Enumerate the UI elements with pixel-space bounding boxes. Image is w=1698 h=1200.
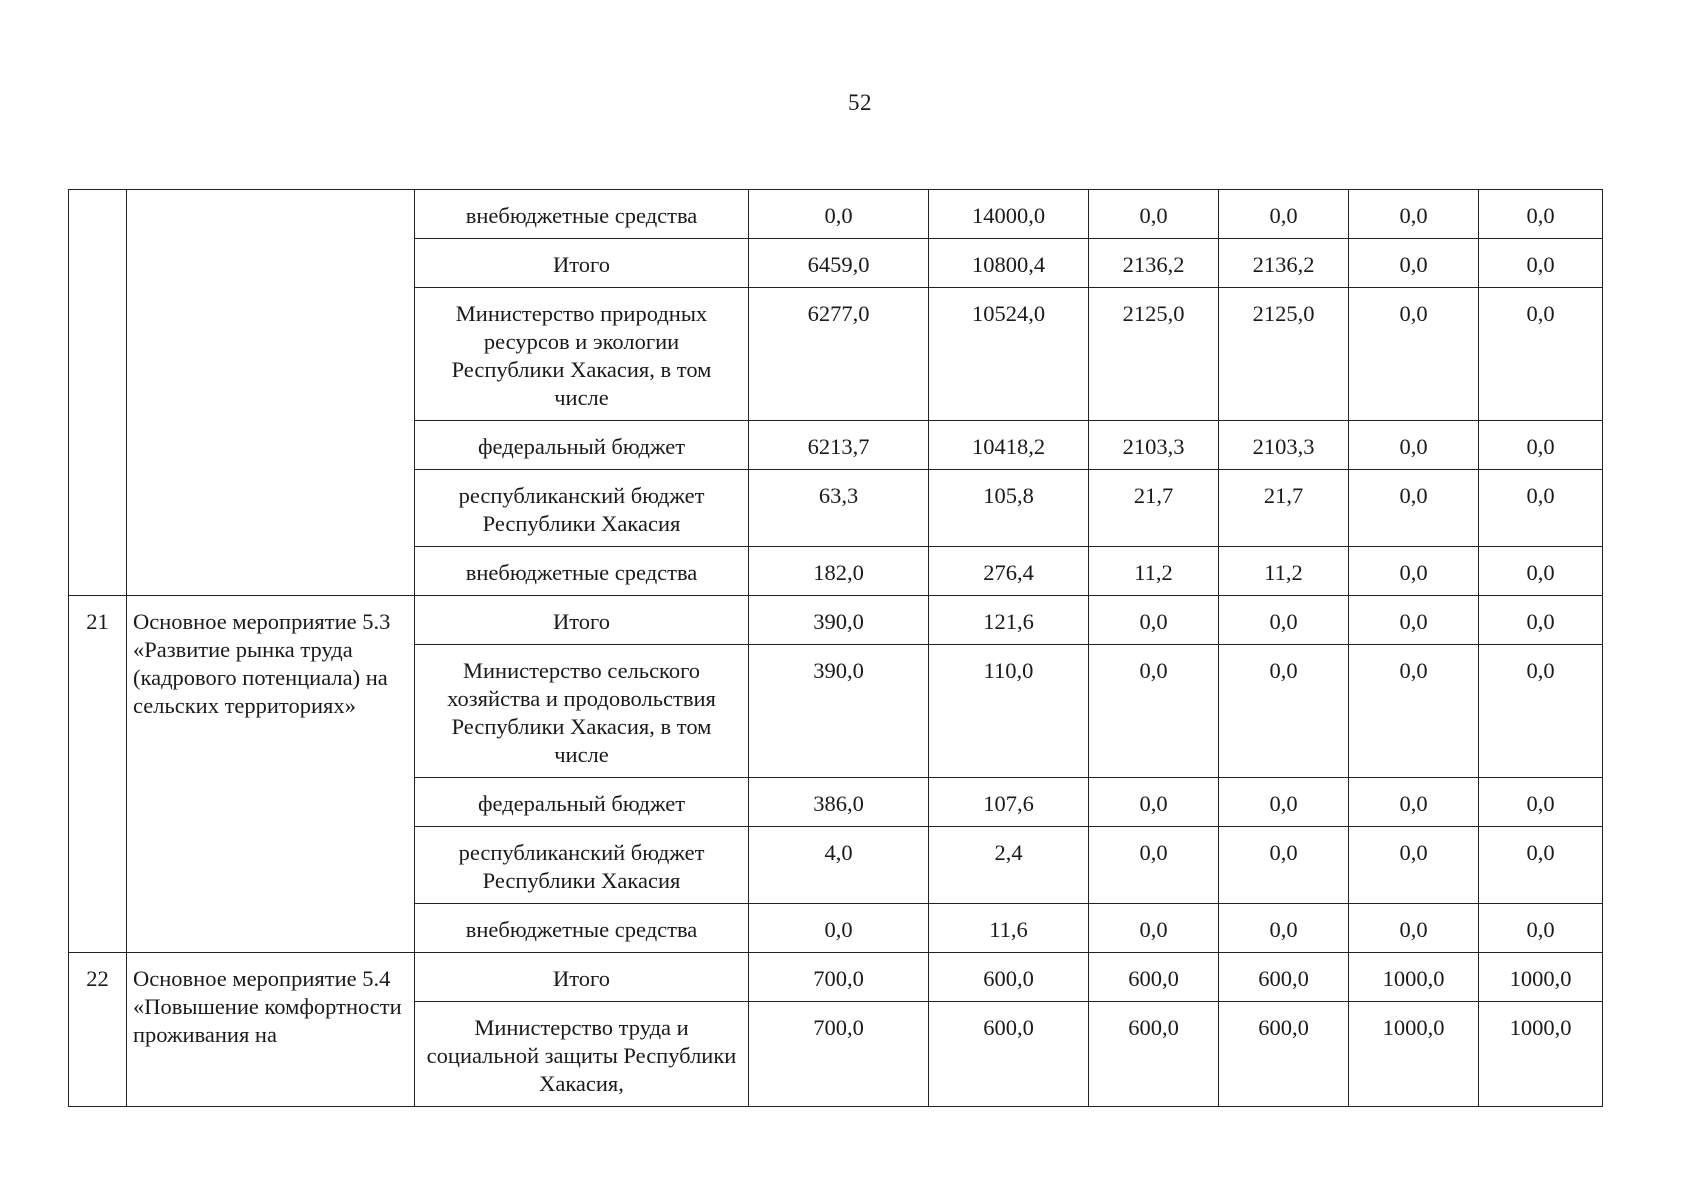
value-cell: 2,4: [929, 827, 1089, 904]
value-cell: 600,0: [1219, 1002, 1349, 1107]
value-cell: 600,0: [1219, 953, 1349, 1002]
value-cell: 110,0: [929, 645, 1089, 778]
value-cell: 1000,0: [1479, 953, 1603, 1002]
value-cell: 0,0: [1089, 645, 1219, 778]
value-cell: 700,0: [749, 953, 929, 1002]
funding-source-cell: Министерство сельского хозяйства и продовольствия Республики Хакасия, в том числе: [415, 645, 749, 778]
value-cell: 6277,0: [749, 288, 929, 421]
value-cell: 0,0: [1349, 421, 1479, 470]
value-cell: 0,0: [1479, 239, 1603, 288]
value-cell: 0,0: [1349, 190, 1479, 239]
value-cell: 182,0: [749, 547, 929, 596]
table-row: [69, 953, 1603, 1002]
value-cell: 0,0: [1089, 904, 1219, 953]
value-cell: 0,0: [1479, 288, 1603, 421]
value-cell: 0,0: [1349, 778, 1479, 827]
value-cell: 1000,0: [1349, 953, 1479, 1002]
funding-source-cell: внебюджетные средства: [415, 547, 749, 596]
funding-source-cell: республиканский бюджет Республики Хакасия: [415, 827, 749, 904]
funding-source-cell: Министерство труда и социальной защиты Республики Хакасия,: [415, 1002, 749, 1107]
funding-source-cell: республиканский бюджет Республики Хакасия: [415, 470, 749, 547]
value-cell: 14000,0: [929, 190, 1089, 239]
value-cell: 0,0: [1479, 827, 1603, 904]
measure-title: Основное мероприятие 5.3 «Развитие рынка труда (кадрового потенциала) на сельских территориях»: [127, 596, 415, 953]
value-cell: 0,0: [1349, 827, 1479, 904]
value-cell: 2136,2: [1219, 239, 1349, 288]
funding-source-cell: Итого: [415, 596, 749, 645]
value-cell: 10800,4: [929, 239, 1089, 288]
funding-source-cell: внебюджетные средства: [415, 190, 749, 239]
measure-title-cell: [127, 190, 415, 596]
value-cell: 0,0: [1089, 190, 1219, 239]
table-row: [69, 596, 1603, 645]
value-cell: 11,2: [1089, 547, 1219, 596]
value-cell: 0,0: [1089, 778, 1219, 827]
value-cell: 0,0: [1089, 596, 1219, 645]
value-cell: 63,3: [749, 470, 929, 547]
value-cell: 0,0: [1479, 645, 1603, 778]
page-number: 52: [848, 90, 872, 115]
value-cell: 2103,3: [1089, 421, 1219, 470]
value-cell: 21,7: [1219, 470, 1349, 547]
value-cell: 0,0: [1349, 596, 1479, 645]
value-cell: 2125,0: [1219, 288, 1349, 421]
value-cell: 390,0: [749, 645, 929, 778]
value-cell: 2125,0: [1089, 288, 1219, 421]
measure-number-cell: [69, 190, 127, 596]
value-cell: 0,0: [1479, 190, 1603, 239]
value-cell: 0,0: [1219, 645, 1349, 778]
value-cell: 0,0: [1349, 645, 1479, 778]
value-cell: 0,0: [1479, 470, 1603, 547]
funding-source-cell: Итого: [415, 239, 749, 288]
value-cell: 11,2: [1219, 547, 1349, 596]
value-cell: 0,0: [1349, 904, 1479, 953]
value-cell: 0,0: [1349, 239, 1479, 288]
value-cell: 0,0: [1219, 904, 1349, 953]
value-cell: 6213,7: [749, 421, 929, 470]
value-cell: 600,0: [1089, 953, 1219, 1002]
value-cell: 2136,2: [1089, 239, 1219, 288]
value-cell: 600,0: [929, 1002, 1089, 1107]
value-cell: 0,0: [1219, 190, 1349, 239]
value-cell: 0,0: [1479, 421, 1603, 470]
value-cell: 10524,0: [929, 288, 1089, 421]
value-cell: 105,8: [929, 470, 1089, 547]
value-cell: 0,0: [1479, 596, 1603, 645]
measure-number: 22: [69, 953, 127, 1107]
funding-source-cell: федеральный бюджет: [415, 421, 749, 470]
value-cell: 10418,2: [929, 421, 1089, 470]
value-cell: 0,0: [1089, 827, 1219, 904]
value-cell: 0,0: [1349, 288, 1479, 421]
funding-source-cell: федеральный бюджет: [415, 778, 749, 827]
table-row: [69, 190, 1603, 239]
funding-source-cell: Итого: [415, 953, 749, 1002]
value-cell: 0,0: [1349, 470, 1479, 547]
value-cell: 0,0: [749, 904, 929, 953]
measure-title: Основное мероприятие 5.4 «Повышение комфортности проживания на: [127, 953, 415, 1107]
value-cell: 4,0: [749, 827, 929, 904]
value-cell: 0,0: [1219, 827, 1349, 904]
value-cell: 121,6: [929, 596, 1089, 645]
value-cell: 0,0: [1479, 904, 1603, 953]
value-cell: 21,7: [1089, 470, 1219, 547]
value-cell: 0,0: [1479, 778, 1603, 827]
value-cell: 700,0: [749, 1002, 929, 1107]
budget-table: [68, 189, 1603, 1107]
value-cell: 600,0: [929, 953, 1089, 1002]
value-cell: 1000,0: [1479, 1002, 1603, 1107]
value-cell: 0,0: [1349, 547, 1479, 596]
value-cell: 0,0: [1479, 547, 1603, 596]
value-cell: 107,6: [929, 778, 1089, 827]
measure-number: 21: [69, 596, 127, 953]
value-cell: 1000,0: [1349, 1002, 1479, 1107]
funding-source-cell: Министерство природных ресурсов и экологии Республики Хакасия, в том числе: [415, 288, 749, 421]
value-cell: 6459,0: [749, 239, 929, 288]
value-cell: 390,0: [749, 596, 929, 645]
value-cell: 0,0: [1219, 778, 1349, 827]
value-cell: 11,6: [929, 904, 1089, 953]
value-cell: 0,0: [749, 190, 929, 239]
funding-source-cell: внебюджетные средства: [415, 904, 749, 953]
value-cell: 600,0: [1089, 1002, 1219, 1107]
value-cell: 2103,3: [1219, 421, 1349, 470]
value-cell: 276,4: [929, 547, 1089, 596]
table-body: [69, 190, 1603, 1107]
value-cell: 0,0: [1219, 596, 1349, 645]
value-cell: 386,0: [749, 778, 929, 827]
